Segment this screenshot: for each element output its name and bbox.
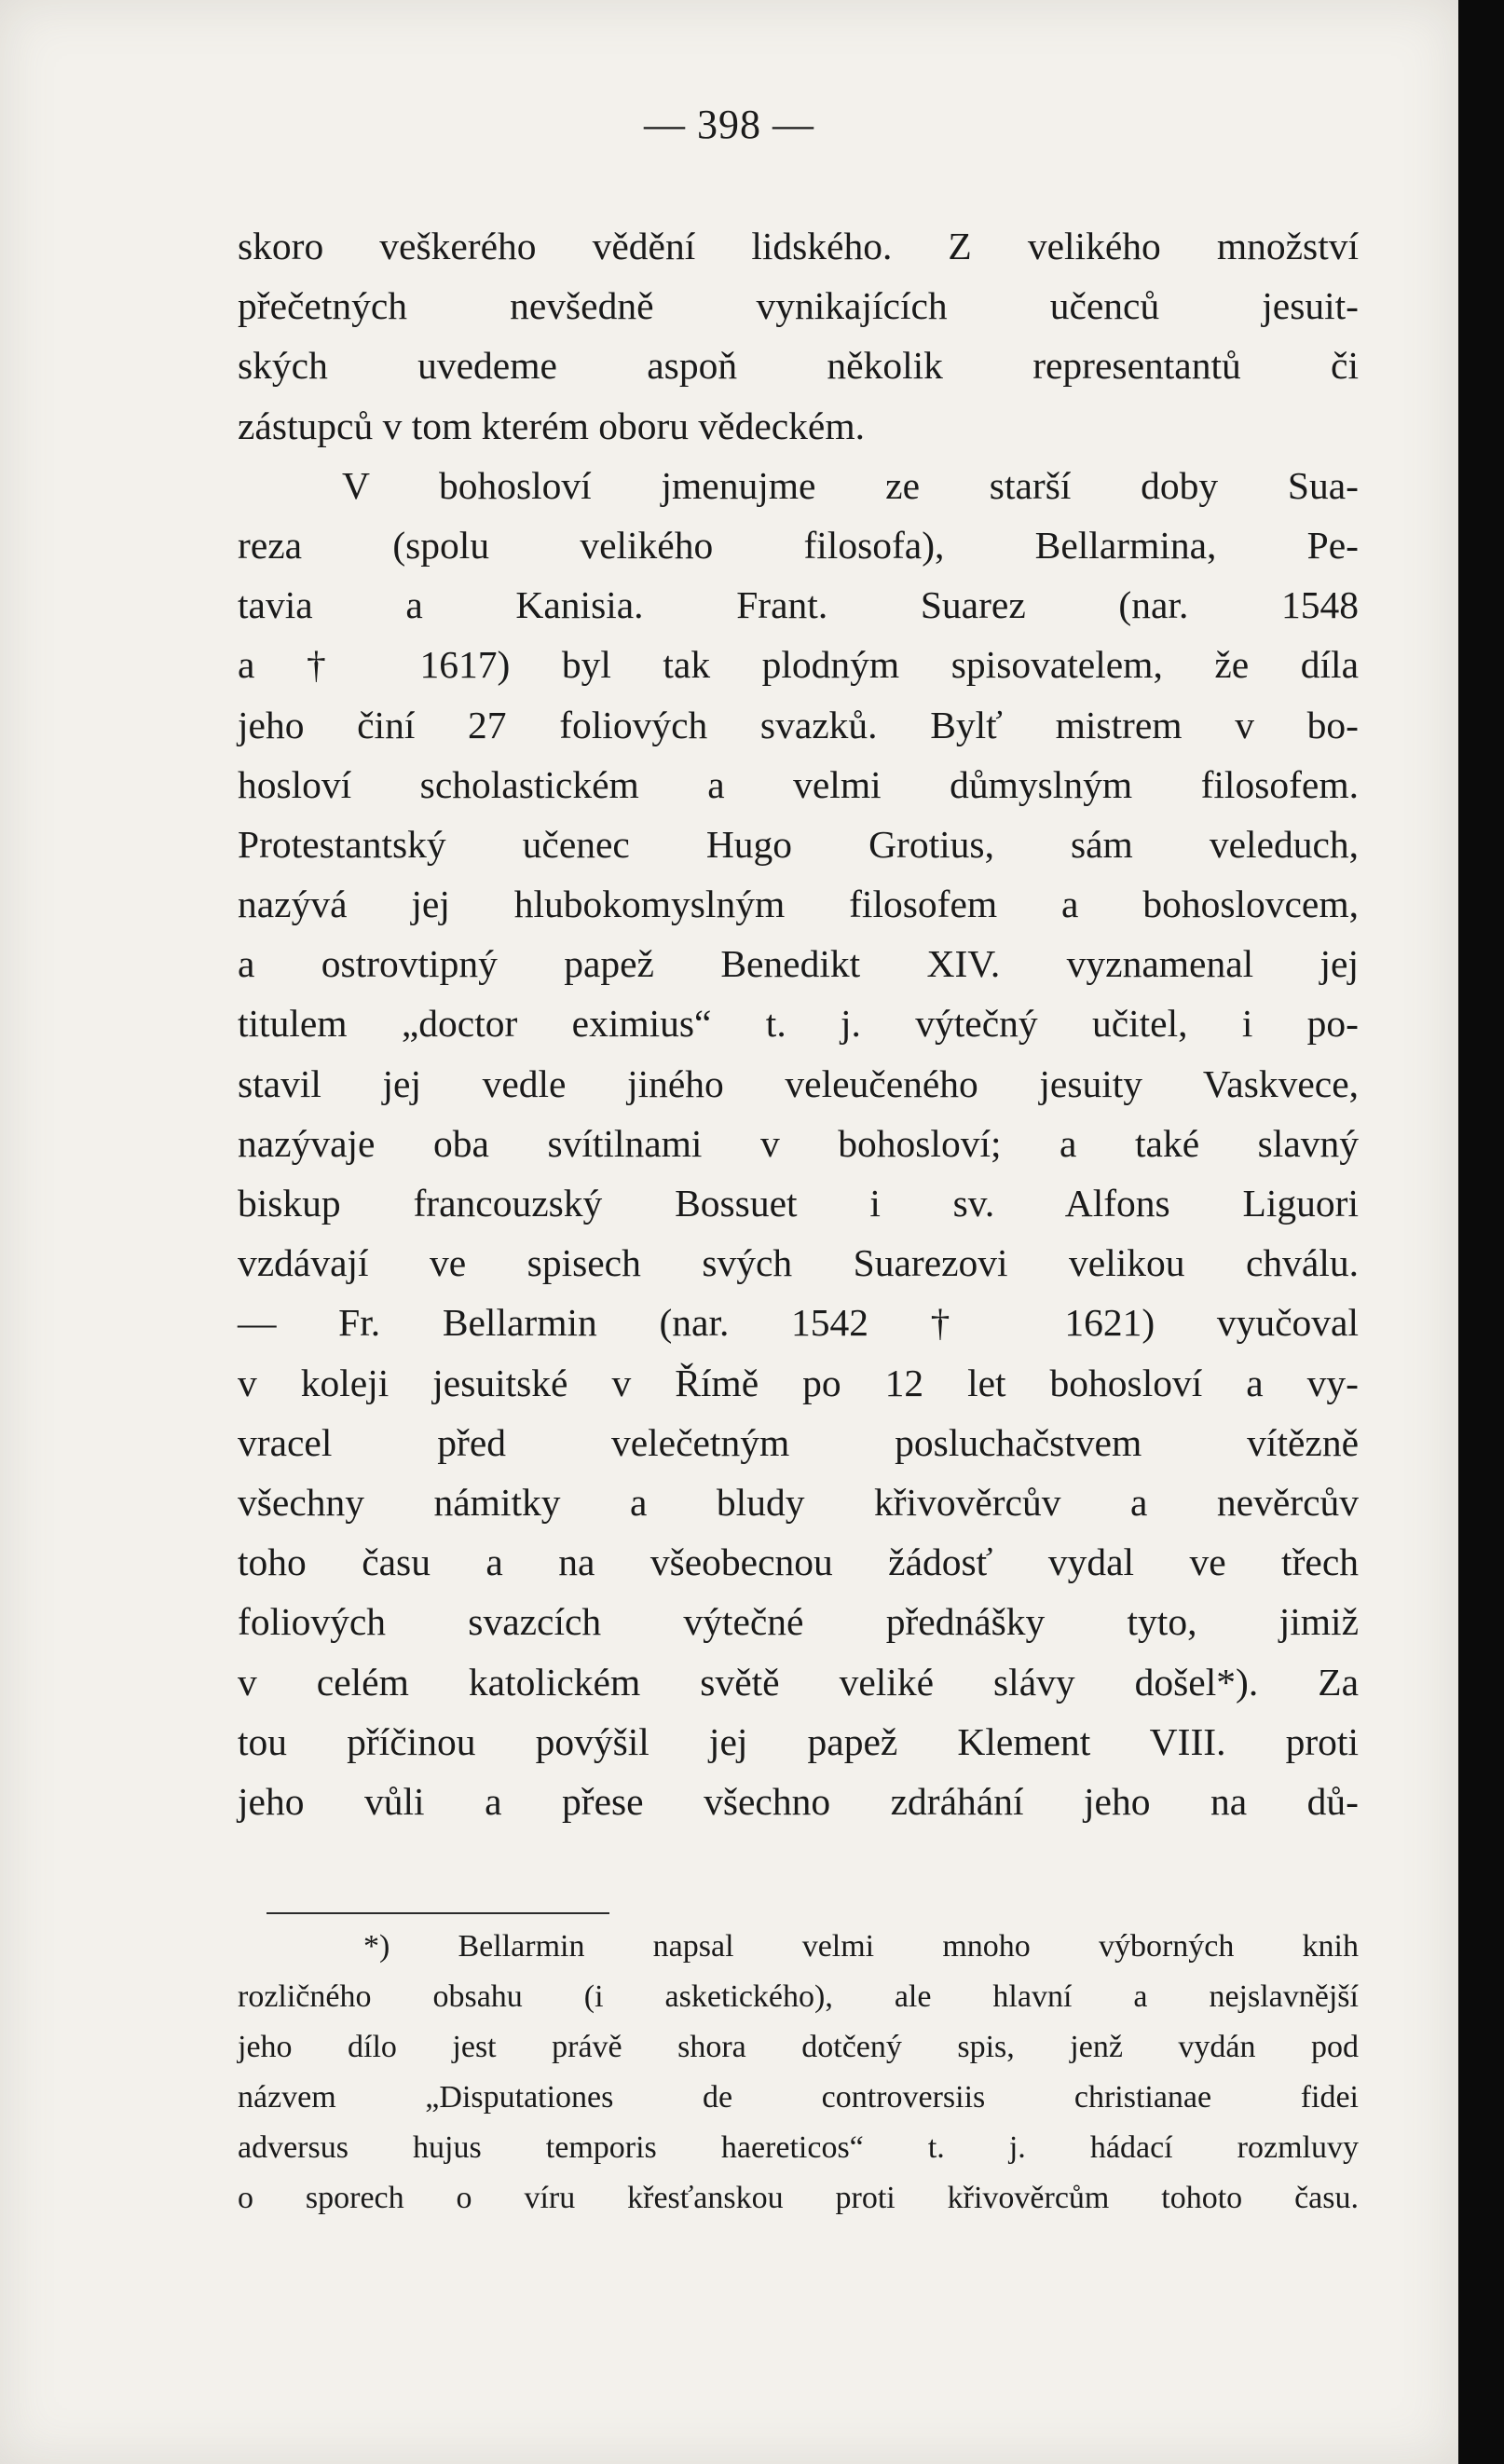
text-line: reza (spolu velikého filosofa), Bellarmina, Pe- bbox=[238, 523, 1359, 567]
text-line: foliových svazcích výtečné přednášky tyto, jimiž bbox=[238, 1600, 1359, 1644]
text-line: v koleji jesuitské v Římě po 12 let bohosloví a vy- bbox=[238, 1361, 1359, 1404]
text-line: tavia a Kanisia. Frant. Suarez (nar. 1548 bbox=[238, 583, 1359, 627]
text-line: v celém katolickém světě veliké slávy došel*). Za bbox=[238, 1660, 1359, 1704]
footnote-line: jeho dílo jest právě shora dotčený spis, jenž vydán pod bbox=[238, 2030, 1359, 2064]
footnote-line: rozličného obsahu (i asketického), ale hlavní a nejslavnější bbox=[238, 1979, 1359, 2014]
body-text bbox=[238, 216, 1359, 1831]
scan-border bbox=[1458, 0, 1504, 2464]
text-line: V bohosloví jmenujme ze starší doby Sua- bbox=[342, 463, 1359, 507]
text-line: vracel před velečetným posluchačstvem vítězně bbox=[238, 1420, 1359, 1464]
text-line: titulem „doctor eximius“ t. j. výtečný učitel, i po- bbox=[238, 1002, 1359, 1046]
footnote-rule bbox=[267, 1912, 609, 1914]
text-line: skoro veškerého vědění lidského. Z velikého množství bbox=[238, 225, 1359, 267]
text-line: přečetných nevšedně vynikajících učenců jesuit- bbox=[238, 284, 1359, 328]
text-line: stavil jej vedle jiného veleučeného jesuity Vaskvece, bbox=[238, 1061, 1359, 1105]
footnote-line: o sporech o víru křesťanskou proti křivověrcům tohoto času. bbox=[238, 2181, 1359, 2215]
text-line: toho času a na všeobecnou žádosť vydal ve třech bbox=[238, 1540, 1359, 1584]
text-line: biskup francouzský Bossuet i sv. Alfons Liguori bbox=[238, 1182, 1359, 1225]
text-line: tou příčinou povýšil jej papež Klement VIII. proti bbox=[238, 1719, 1359, 1763]
text-line: Protestantský učenec Hugo Grotius, sám veleduch, bbox=[238, 822, 1359, 866]
footnote-line: názvem „Disputationes de controversiis christianae fidei bbox=[238, 2080, 1359, 2115]
text-line: jeho činí 27 foliových svazků. Bylť mistrem v bo- bbox=[238, 703, 1359, 746]
text-line: nazývaje oba svítilnami v bohosloví; a také slavný bbox=[238, 1121, 1359, 1165]
text-line: — Fr. Bellarmin (nar. 1542 † 1621) vyučoval bbox=[238, 1301, 1359, 1345]
text-line: jeho vůli a přese všechno zdráhání jeho na dů- bbox=[238, 1779, 1359, 1823]
page-number: — 398 — bbox=[644, 102, 814, 147]
text-line: ských uvedeme aspoň několik representantů či bbox=[238, 344, 1359, 388]
text-line: a † 1617) byl tak plodným spisovatelem, že díla bbox=[238, 643, 1359, 687]
text-line: a ostrovtipný papež Benedikt XIV. vyznamenal jej bbox=[238, 942, 1359, 986]
text-line: hosloví scholastickém a velmi důmyslným filosofem. bbox=[238, 762, 1359, 806]
footnote-line: *) Bellarmin napsal velmi mnoho výborných knih bbox=[363, 1929, 1359, 1964]
footnote-line: adversus hujus temporis haereticos“ t. j. hádací rozmluvy bbox=[238, 2130, 1359, 2165]
text-line: všechny námitky a bludy křivověrcův a nevěrcův bbox=[238, 1480, 1359, 1524]
text-line: zástupců v tom kterém oboru vědeckém. bbox=[238, 404, 865, 447]
footnote bbox=[238, 1922, 1359, 2224]
text-line: nazývá jej hlubokomyslným filosofem a bohoslovcem, bbox=[238, 883, 1359, 926]
text-line: vzdávají ve spisech svých Suarezovi velikou chválu. bbox=[238, 1241, 1359, 1285]
